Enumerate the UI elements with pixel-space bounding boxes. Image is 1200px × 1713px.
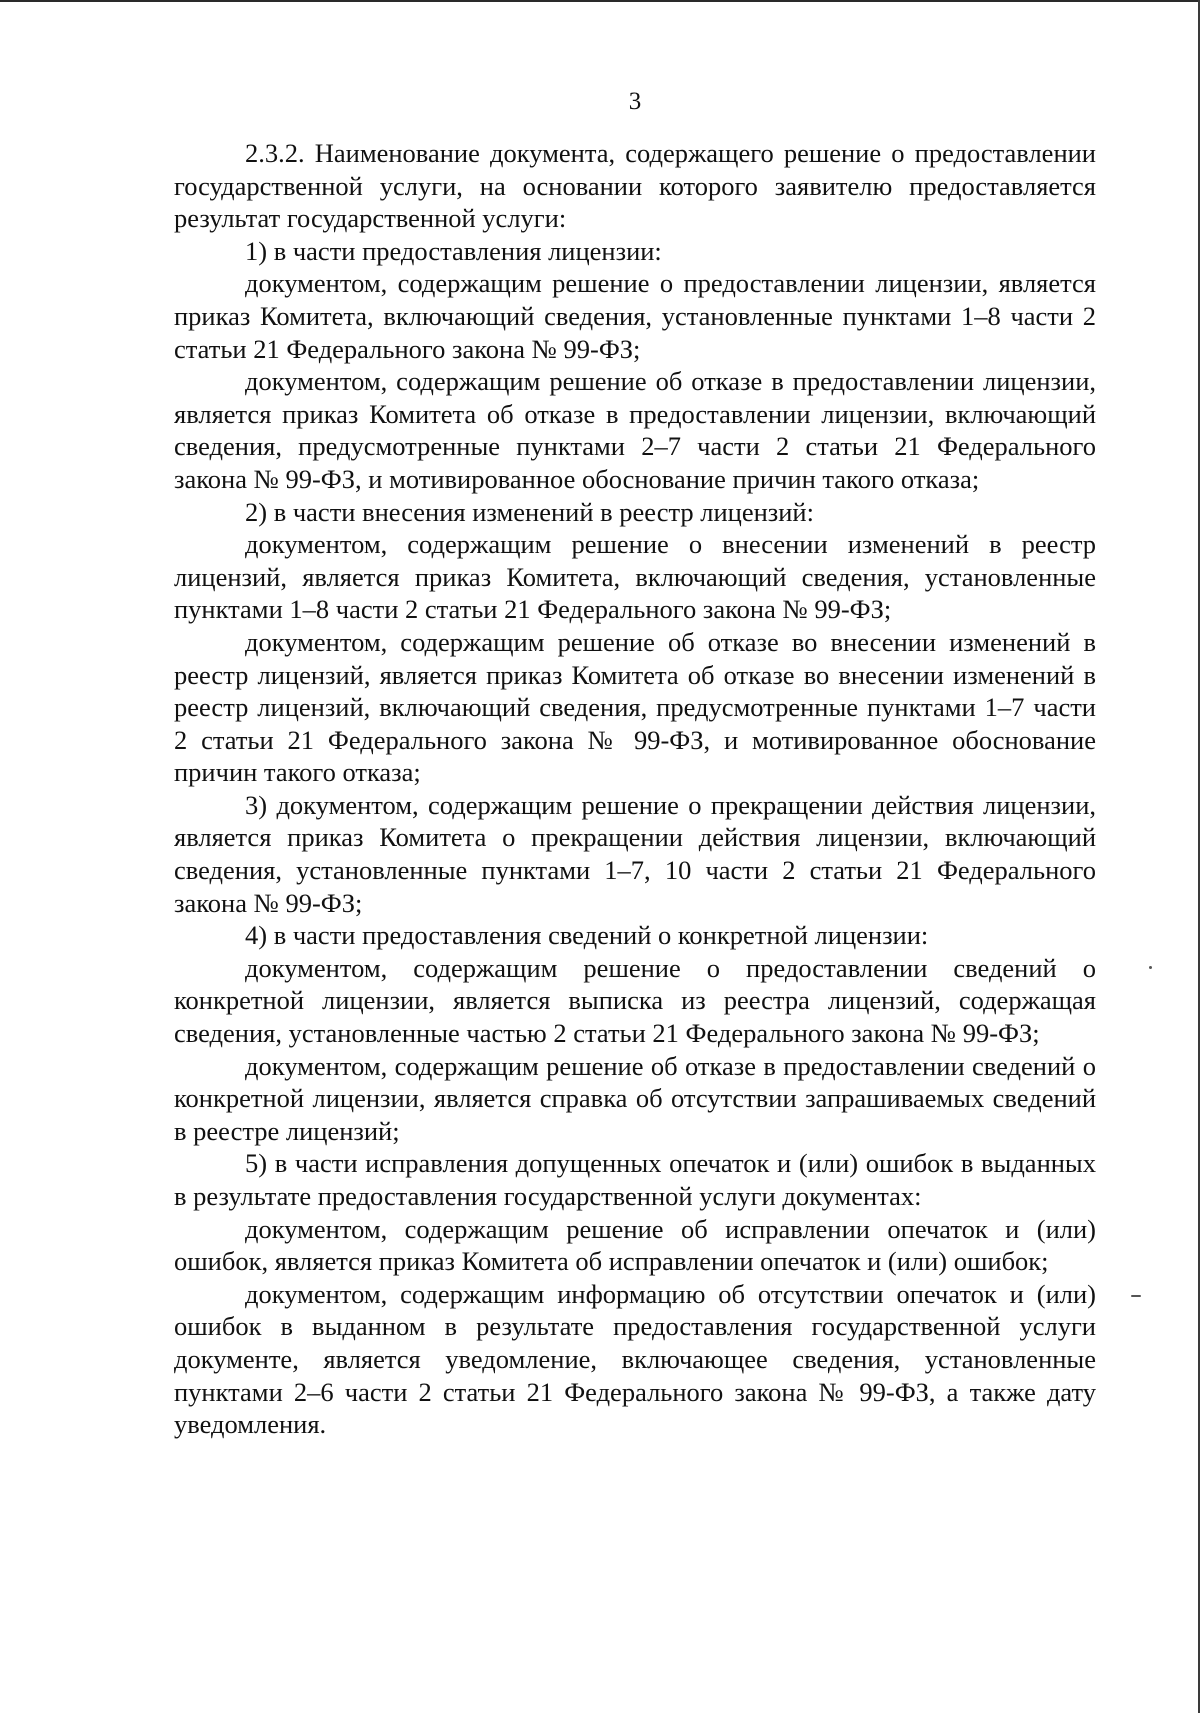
page-number: 3	[628, 88, 642, 115]
paragraph: документом, содержащим решение об отказе во внесении изменений в реестр лицензий, является приказ Комитета об отказе во внесении изменений в реестр лицензий, включающий сведения, предусмотренные пунктами 1–7 части 2 статьи 21 Федерального закона № 99-ФЗ, и мотивированное обоснование причин такого отказа;	[174, 626, 1096, 788]
paragraph: 2) в части внесения изменений в реестр лицензий:	[245, 496, 814, 527]
paragraph: 4) в части предоставления сведений о конкретной лицензии:	[245, 920, 929, 951]
paragraph: документом, содержащим решение об отказе в предоставлении лицензии, является приказ Комитета об отказе в предоставлении лицензии, включающий сведения, предусмотренные пунктами 2–7 части 2 статьи 21 Федерального закона № 99-ФЗ, и мотивированное обоснование причин такого отказа;	[174, 366, 1096, 494]
paragraph: 1) в части предоставления лицензии:	[245, 235, 662, 266]
paragraph: документом, содержащим решение о внесении изменений в реестр лицензий, является приказ Комитета, включающий сведения, установленные пунктами 1–8 части 2 статьи 21 Федерального закона № 99-ФЗ;	[174, 529, 1096, 625]
paragraph: 2.3.2. Наименование документа, содержащего решение о предоставлении государственной услуги, на основании которого заявителю предоставляется результат государственной услуги:	[174, 138, 1096, 234]
scan-speck	[1131, 1295, 1141, 1297]
paragraph: 5) в части исправления допущенных опечаток и (или) ошибок в выданных в результате предоставления государственной услуги документах:	[174, 1148, 1096, 1211]
paragraph: документом, содержащим информацию об отсутствии опечаток и (или) ошибок в выданном в результате предоставления государственной услуги документе, является уведомление, включающее сведения, установленные пунктами 2–6 части 2 статьи 21 Федерального закона № 99-ФЗ, а также дату уведомления.	[174, 1278, 1096, 1440]
paragraph: 3) документом, содержащим решение о прекращении действия лицензии, является приказ Комитета о прекращении действия лицензии, включающий сведения, установленные пунктами 1–7, 10 части 2 статьи 21 Федерального закона № 99-ФЗ;	[174, 789, 1096, 918]
document-body	[174, 137, 1096, 1441]
scan-speck	[1149, 966, 1152, 969]
paragraph: документом, содержащим решение о предоставлении сведений о конкретной лицензии, является выписка из реестра лицензий, содержащая сведения, установленные частью 2 статьи 21 Федерального закона № 99-ФЗ;	[174, 952, 1096, 1049]
paragraph: документом, содержащим решение о предоставлении лицензии, является приказ Комитета, включающий сведения, установленные пунктами 1–8 части 2 статьи 21 Федерального закона № 99-ФЗ;	[174, 268, 1096, 364]
paragraph: документом, содержащим решение об отказе в предоставлении сведений о конкретной лицензии, является справка об отсутствии запрашиваемых сведений в реестре лицензий;	[174, 1050, 1096, 1146]
paragraph: документом, содержащим решение об исправлении опечаток и (или) ошибок, является приказ Комитета об исправлении опечаток и (или) ошибок;	[174, 1213, 1096, 1277]
scan-edge-top	[0, 0, 1200, 2]
